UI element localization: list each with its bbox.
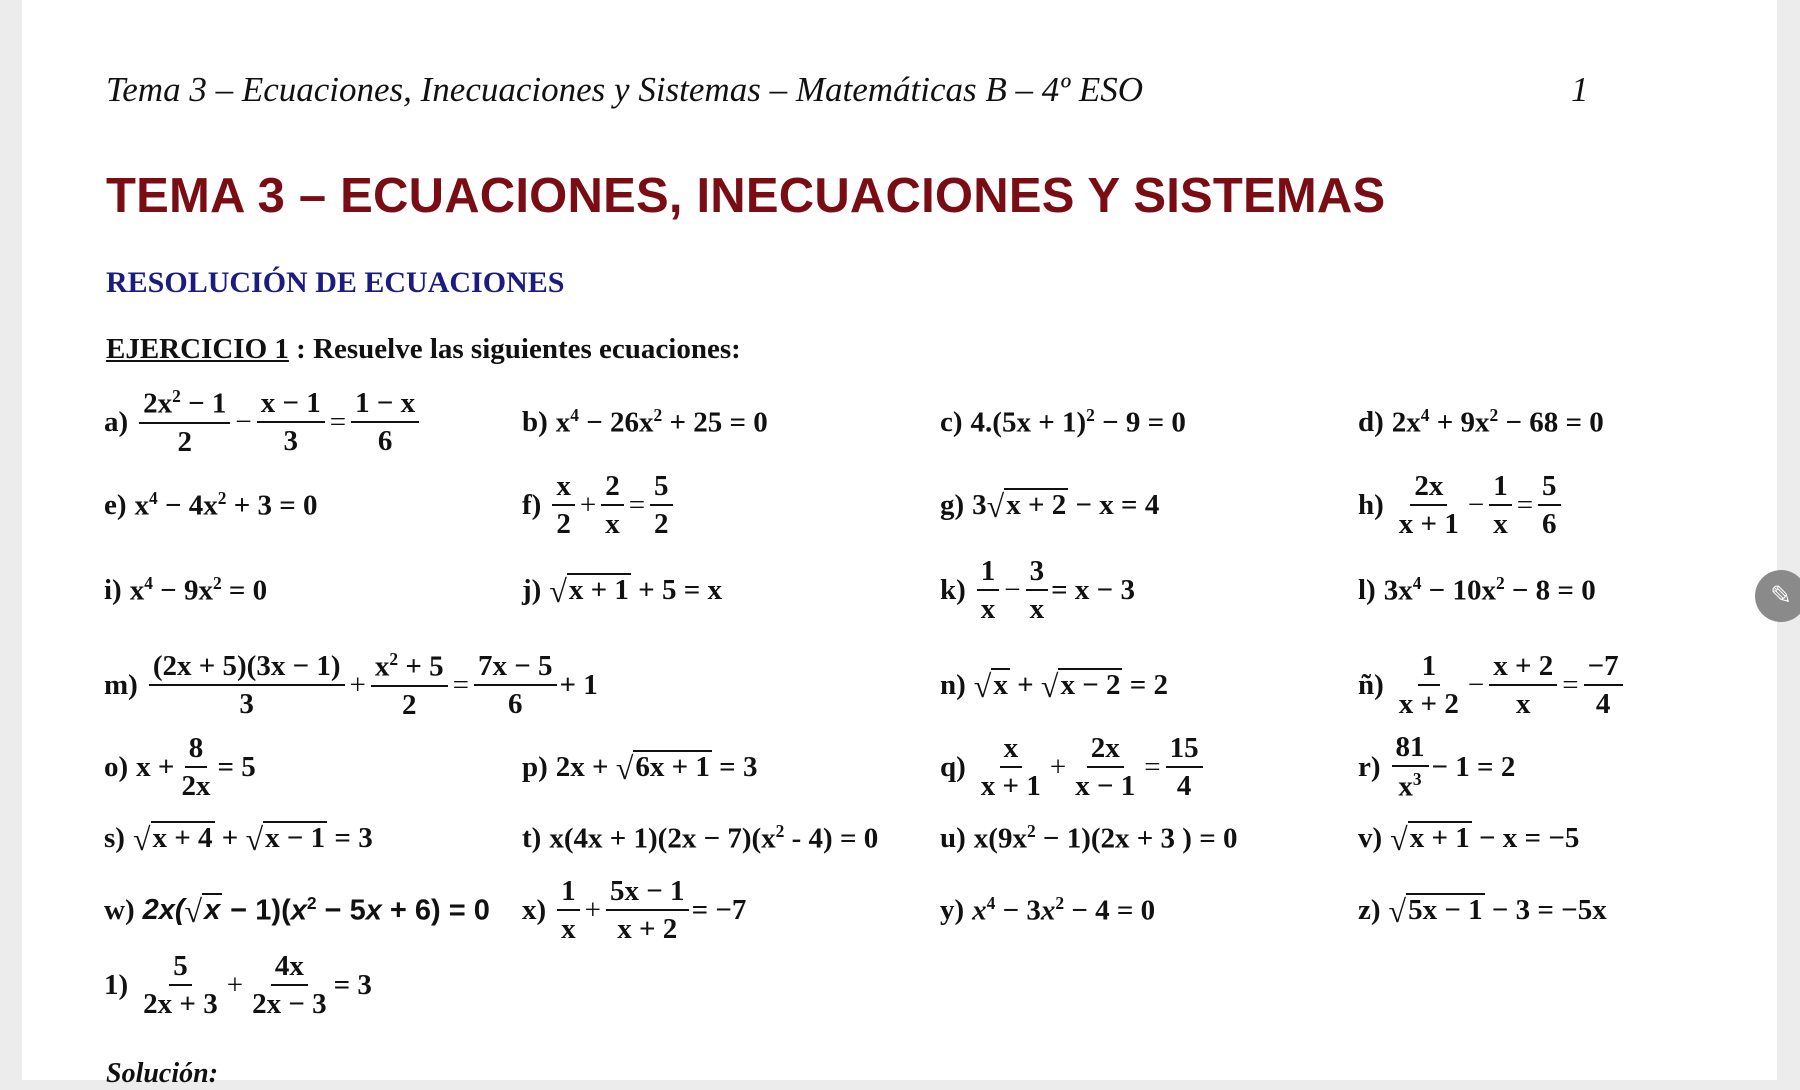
equation-1: 1) $\frac{5}{2x + 3}$ + $\frac{4x}{2x - 3}$ = 3 <box>104 949 372 1020</box>
equation-label: i) <box>104 573 122 606</box>
equation-d: d) $2x^4 + 9x^2 - 68 = 0$ <box>1358 404 1604 439</box>
equation-label: r) <box>1358 750 1381 783</box>
equation-label: g) <box>940 488 965 521</box>
equation-enye: ñ) $\frac{1}{x + 2}$ − $\frac{x + 2}{x}$ = $\frac{-7}{4}$ <box>1358 645 1626 725</box>
equation-label: n) <box>940 668 966 701</box>
equation-label: c) <box>940 405 963 438</box>
equation-label: v) <box>1358 821 1383 854</box>
page-number: 1 <box>1571 70 1589 109</box>
equation-label: k) <box>940 573 966 606</box>
equation-w: w) 2x( √ x − $1)(x^2 - 5x + 6) = 0$ <box>104 892 490 929</box>
equation-b: b) $x^4 - 26x^2 + 25 = 0$ <box>522 404 768 439</box>
equation-z: z) √ 5x − 1 − 3 = −5x <box>1358 892 1607 929</box>
running-title: Tema 3 – Ecuaciones, Inecuaciones y Sistemas – Matemáticas B – 4º ESO <box>106 70 1143 109</box>
equation-p: p) 2x + √ 6x + 1 = 3 <box>522 749 758 786</box>
equation-e: e) $x^4 - 4x^2 + 3 = 0$ <box>104 487 318 522</box>
equation-u: u) $x(9x^2 - 1)(2x + 3$ ) = 0 <box>940 820 1238 855</box>
equation-label: y) <box>940 893 965 926</box>
equation-x: x) $\frac{1}{x}$ + $\frac{5x - 1}{x + 2}$ = −7 <box>522 874 747 945</box>
running-header <box>106 70 1606 110</box>
edit-button[interactable] <box>1755 570 1800 622</box>
equation-c: c) $4.(5x + 1)^2 - 9 = 0$ <box>940 404 1186 439</box>
document-page <box>22 0 1777 1089</box>
section-title: RESOLUCIÓN DE ECUACIONES <box>106 266 565 299</box>
exercise-instruction: : Resuelve las siguientes ecuaciones: <box>288 333 741 365</box>
equation-t: t) $x(4x + 1)(2x - 7)(x^2 - 4) = 0$ <box>522 820 879 855</box>
equation-v: v) √ x + 1 − x = −5 <box>1358 820 1580 857</box>
equation-r: r) $\frac{81}{x^3}$ − 1 = 2 <box>1358 730 1516 803</box>
equation-label: f) <box>522 488 542 521</box>
equation-label: h) <box>1358 488 1384 521</box>
equation-j: j) √ x + 1 + 5 = x <box>522 572 722 609</box>
equation-label: u) <box>940 821 966 854</box>
equation-label: l) <box>1358 573 1376 606</box>
main-title: TEMA 3 – ECUACIONES, INECUACIONES Y SISTEMAS <box>106 169 1386 223</box>
equation-label: q) <box>940 750 966 783</box>
equation-g: g) 3 √ x + 2 − x = 4 <box>940 487 1160 524</box>
equation-l: l) $3x^4 - 10x^2 - 8 = 0$ <box>1358 572 1596 607</box>
equation-m: m) $\frac{(2x + 5)(3x - 1)}{3}$ + $\frac{x^2 + 5}{2}$ = $\frac{7x - 5}{6}$ + 1 <box>104 648 598 721</box>
equation-label: s) <box>104 821 125 854</box>
equation-h: h) $\frac{2x}{x + 1}$ − $\frac{1}{x}$ = $\frac{5}{6}$ <box>1358 465 1564 545</box>
equation-label: a) <box>104 405 129 438</box>
equation-label: w) <box>104 893 135 926</box>
equation-q: q) $\frac{x}{x + 1}$ + $\frac{2x}{x - 1}$ = $\frac{15}{4}$ <box>940 727 1206 807</box>
equation-label: z) <box>1358 893 1381 926</box>
equation-label: m) <box>104 668 138 701</box>
equation-o: o) x + $\frac{8}{2x}$ = 5 <box>104 731 256 802</box>
equation-f: f) $\frac{x}{2}$ + $\frac{2}{x}$ = $\frac{5}{2}$ <box>522 465 676 545</box>
exercise-heading <box>106 333 741 366</box>
equation-label: d) <box>1358 405 1384 438</box>
pencil-icon: ✎ <box>1770 581 1792 610</box>
equation-i: i) $x^4 - 9x^2 = 0$ <box>104 572 268 607</box>
exercise-label: EJERCICIO 1 <box>106 333 289 365</box>
equation-label: 1) <box>104 968 129 1001</box>
equation-label: x) <box>522 893 547 926</box>
equation-label: o) <box>104 750 129 783</box>
solution-label: Solución: <box>106 1058 219 1089</box>
equation-label: ñ) <box>1358 668 1384 701</box>
equation-label: p) <box>522 750 548 783</box>
equation-label: b) <box>522 405 548 438</box>
equation-s: s) √ x + 4 + √ x − 1 = 3 <box>104 820 373 857</box>
equation-label: t) <box>522 821 542 854</box>
equation-label: j) <box>522 573 542 606</box>
equation-y: y) $x^4 - 3x^2 - 4 = 0$ <box>940 892 1156 927</box>
equation-a: a) $\frac{2x^2 - 1}{2}$ − $\frac{x - 1}{3}$ = $\frac{1 - x}{6}$ <box>104 382 422 462</box>
equation-label: e) <box>104 488 127 521</box>
equation-n: n) √ x + √ x − 2 = 2 <box>940 667 1169 704</box>
equation-k: k) $\frac{1}{x}$ − $\frac{3}{x}$ = x − 3 <box>940 554 1135 625</box>
